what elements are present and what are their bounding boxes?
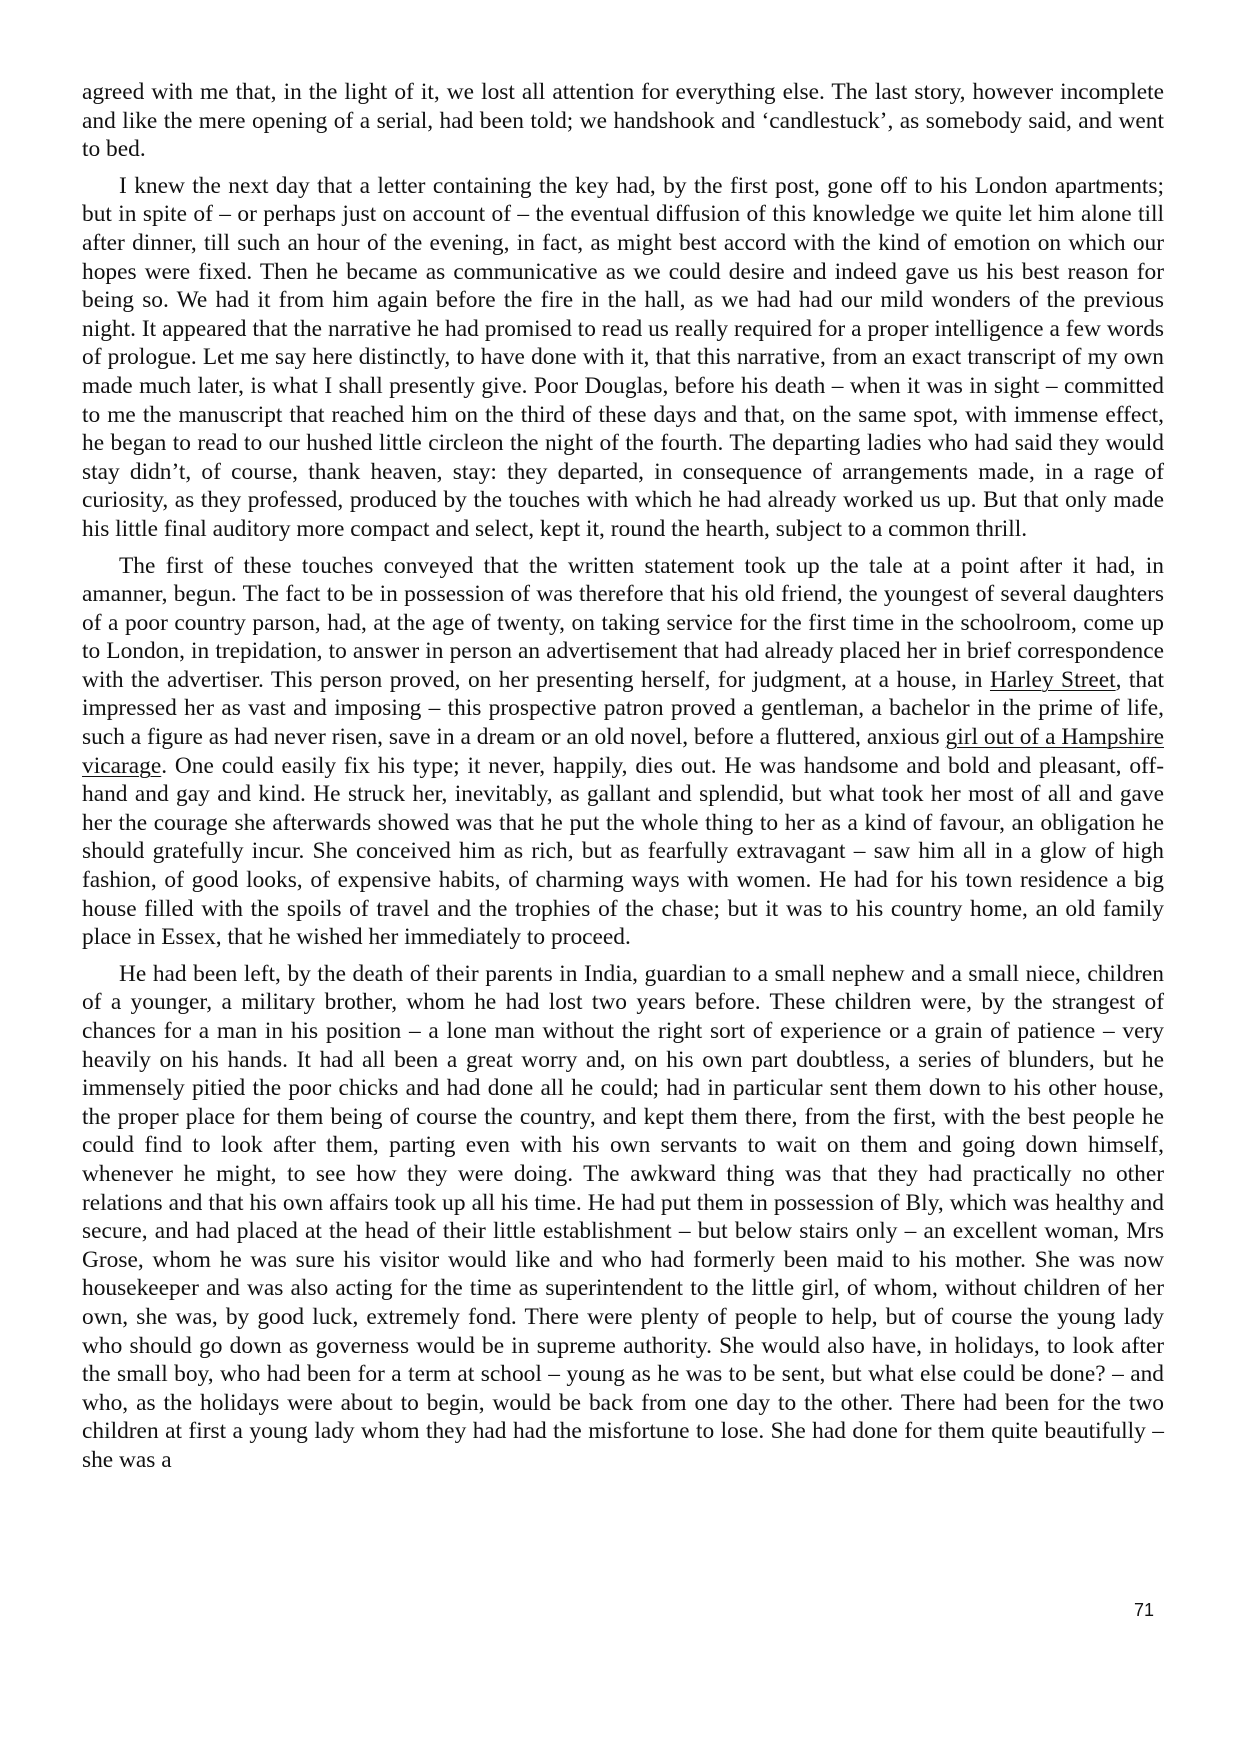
paragraph-3-text-c: . One could easily fix his type; it never, happily, dies out. He was handsome and bold and pleasant, off-hand and gay and kind. He struck her, inevitably, as gallant and splendid, but what took her most of all and gave her the courage she afterwards showed was that he put the whole thing to her as a kind of favour, an obligation he should gratefully incur. She conceived him as rich, but as fearfully extravagant – saw him all in a glow of high fashion, of good looks, of expensive habits, of charming ways with women. He had for his town residence a big house filled with the spoils of travel and the trophies of the chase; but it was to his country home, an old family place in Essex, that he wished her immediately to proceed. bbox=[82, 752, 1164, 951]
paragraph-3-text-b: , that impressed her as vast and imposing – this prospective patron proved a gentleman, a bachelor in the prime of life, such a figure as had never risen, save in a dream or an old novel, before a fluttered, anxious bbox=[82, 666, 1164, 751]
hampshire-vicarage-link[interactable]: girl out of a Hampshire vicarage bbox=[82, 724, 1164, 779]
page-number: 71 bbox=[1134, 1600, 1155, 1620]
paragraph-4: He had been left, by the death of their parents in India, guardian to a small nephew and a small niece, children of a younger, a military brother, whom he had lost two years before. These children were, by the strangest of chances for a man in his position – a lone man without the right sort of experience or a grain of patience – very heavily on his hands. It had all been a great worry and, on his own part doubtless, a series of blunders, but he immensely pitied the poor chicks and had done all he could; had in particular sent them down to his other house, the proper place for them being of course the country, and kept them there, from the first, with the best people he could find to look after them, parting even with his own servants to wait on them and going down himself, whenever he might, to see how they were doing. The awkward thing was that they had practically no other relations and that his own affairs took up all his time. He had put them in possession of Bly, which was healthy and secure, and had placed at the head of their little establishment – but below stairs only – an excellent woman, Mrs Grose, whom he was sure his visitor would like and who had formerly been maid to his mother. She was now housekeeper and was also acting for the time as superintendent to the little girl, of whom, without children of her own, she was, by good luck, extremely fond. There were plenty of people to help, but of course the young lady who should go down as governess would be in supreme authority. She would also have, in holidays, to look after the small boy, who had been for a term at school – young as he was to be sent, but what else could be done? – and who, as the holidays were about to begin, would be back from one day to the other. There had been for the two children at first a young lady whom they had had the misfortune to lose. She had done for them quite beautifully – she was a bbox=[82, 960, 1164, 1473]
paragraph-3 bbox=[82, 552, 1164, 952]
harley-street-link[interactable]: Harley Street bbox=[989, 666, 1116, 693]
page-body bbox=[82, 78, 1164, 1483]
paragraph-3-text-a: The first of these touches conveyed that the written statement took up the tale at a point after it had, in amanner, begun. The fact to be in possession of was therefore that his old friend, the youngest of several daughters of a poor country parson, had, at the age of twenty, on taking service for the first time in the schoolroom, come up to London, in trepidation, to answer in person an advertisement that had already placed her in brief correspondence with the advertiser. This person proved, on her presenting herself, for judgment, at a house, in bbox=[82, 552, 1164, 693]
paragraph-1: agreed with me that, in the light of it, we lost all attention for everything else. The last story, however incomplete and like the mere opening of a serial, had been told; we handshook and ‘candlestuck’, as somebody said, and went to bed. bbox=[82, 79, 1164, 163]
paragraph-2: I knew the next day that a letter containing the key had, by the first post, gone off to his London apartments; but in spite of – or perhaps just on account of – the eventual diffusion of this knowledge we quite let him alone till after dinner, till such an hour of the evening, in fact, as might best accord with the kind of emotion on which our hopes were fixed. Then he became as communicative as we could desire and indeed gave us his best reason for being so. We had it from him again before the fire in the hall, as we had had our mild wonders of the previous night. It appeared that the narrative he had promised to read us really required for a proper intelligence a few words of prologue. Let me say here distinctly, to have done with it, that this narrative, from an exact transcript of my own made much later, is what I shall presently give. Poor Douglas, before his death – when it was in sight – committed to me the manuscript that reached him on the third of these days and that, on the same spot, with immense effect, he began to read to our hushed little circleon the night of the fourth. The departing ladies who had said they would stay didn’t, of course, thank heaven, stay: they departed, in consequence of arrangements made, in a rage of curiosity, as they professed, produced by the touches with which he had already worked us up. But that only made his little final auditory more compact and select, kept it, round the hearth, subject to a common thrill. bbox=[82, 172, 1164, 542]
